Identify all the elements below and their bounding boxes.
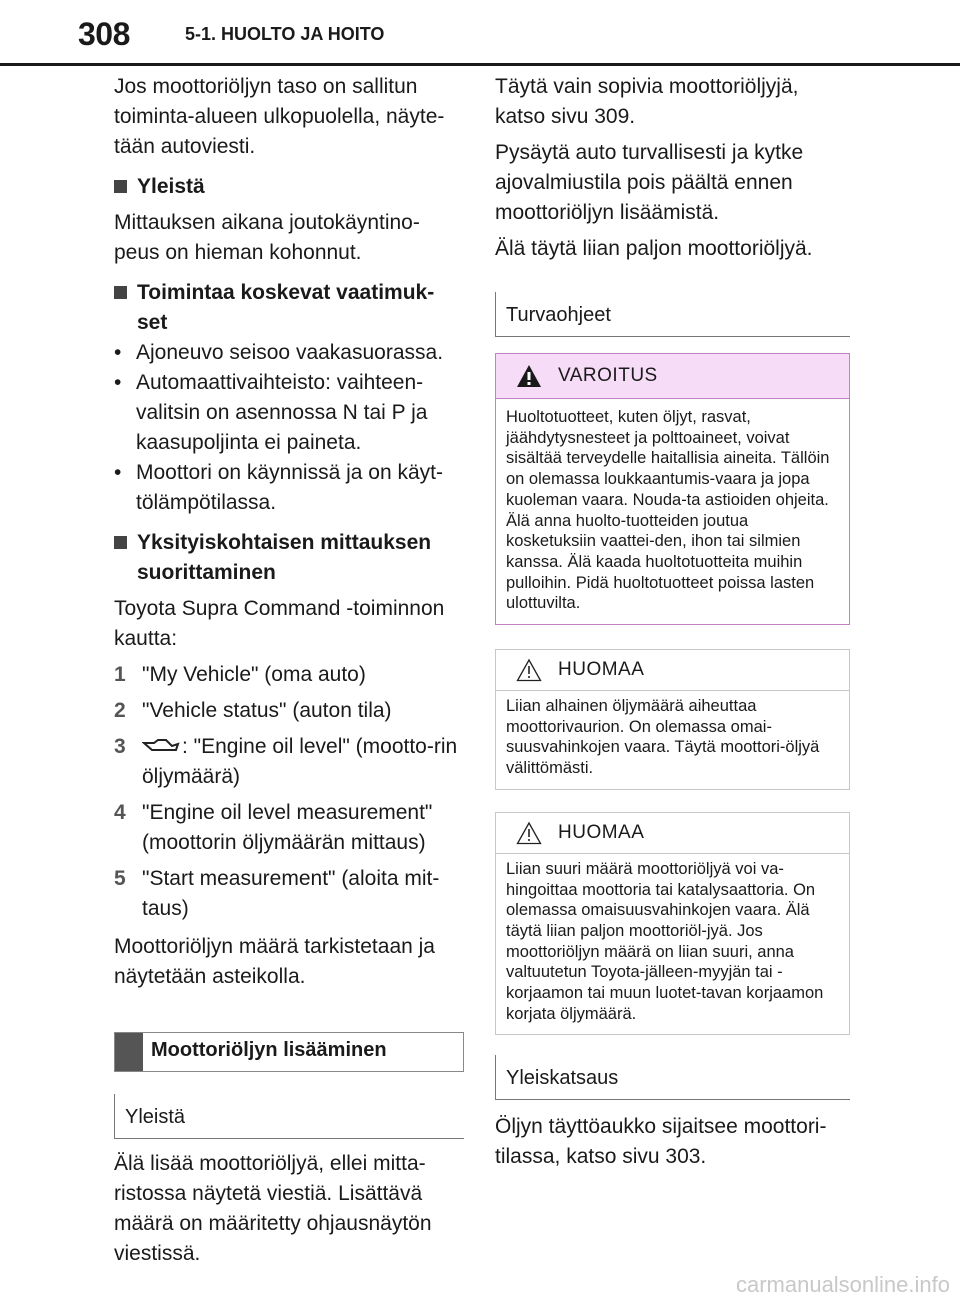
no-add-paragraph: Älä lisää moottoriöljyä, ellei mitta-ristossa näytetä viestiä. Lisättävä määrä on määritetty ohjausnäytön viestissä. (114, 1152, 432, 1265)
list-item: • Ajoneuvo seisoo vaakasuorassa. (114, 341, 444, 364)
caution-icon (516, 821, 542, 845)
page-number: 308 (78, 16, 130, 52)
list-item: • Automaattivaihteisto: vaihteen-valitsin on asennossa N tai P ja kaasupoljinta ei paineta. (114, 371, 428, 454)
section-title: 5-1. HUOLTO JA HOITO (185, 24, 385, 44)
warning-box (495, 353, 850, 625)
warning-text: Huoltotuotteet, kuten öljyt, rasvat, jäähdytysnesteet ja polttoaineet, voivat sisältää terveydelle haitallisia aineita. Tällöin on olemassa loukkaantumis-vaara ja jopa kuoleman vaara. Nouda-ta astioiden ohjeita. Älä anna huolto-tuotteiden joutua kosketuksiin vaattei-den, ihon tai silmien kanssa. Älä kaada huoltotuotteita muihin pulloihin. Pidä huoltotuotteet poissa lasten ulottuvilta. (506, 408, 830, 613)
step-item: 3 : "Engine oil level" (mootto-rin öljymäärä) (114, 735, 458, 788)
stop-paragraph: Pysäytä auto turvallisesti ja kytke ajovalmiustila pois päältä ennen moottoriöljyn lisäämistä. (495, 141, 804, 224)
heading-general: Yleistä (114, 172, 464, 202)
heading-requirements: Toimintaa koskevat vaatimuk-set (114, 278, 464, 338)
steps-list (114, 660, 464, 924)
caution-icon (516, 658, 542, 682)
overview-heading: Yleiskatsaus (495, 1055, 850, 1100)
safety-heading: Turvaohjeet (495, 292, 850, 337)
step-item: 4 "Engine oil level measurement" (moottorin öljymäärän mittaus) (114, 801, 433, 854)
right-column (495, 70, 850, 1172)
warning-header (496, 354, 849, 399)
overfill-paragraph: Älä täytä liian paljon moottoriöljyä. (495, 237, 813, 260)
watermark: carmanualsonline.info (735, 1272, 950, 1297)
square-bullet-icon (114, 180, 127, 193)
step-item: 2 "Vehicle status" (auton tila) (114, 699, 392, 722)
notice-header (496, 650, 849, 691)
list-item: • Moottori on käynnissä ja on käyt-tölämpötilassa. (114, 461, 443, 514)
notice-header (496, 813, 849, 854)
notice-box-1 (495, 649, 850, 790)
step-item: 1 "My Vehicle" (oma auto) (114, 663, 366, 686)
warning-icon (516, 364, 542, 388)
topic-heading: Moottoriöljyn lisääminen (114, 1032, 464, 1072)
notice-box-2 (495, 812, 850, 1036)
suitable-oil-paragraph: Täytä vain sopivia moottoriöljyjä, katso sivu 309. (495, 75, 799, 128)
step-item: 5 "Start measurement" (aloita mit-taus) (114, 867, 440, 920)
header-rule (0, 63, 960, 66)
subheading-general: Yleistä (114, 1094, 464, 1139)
overview-paragraph: Öljyn täyttöaukko sijaitsee moottori-tilassa, katso sivu 303. (495, 1115, 827, 1169)
oil-level-icon (142, 738, 182, 754)
square-bullet-icon (114, 536, 127, 549)
intro-paragraph: Jos moottoriöljyn taso on sallitun toiminta-alueen ulkopuolella, näyte-tään autoviesti. (114, 75, 445, 158)
checked-paragraph: Moottoriöljyn määrä tarkistetaan ja näytetään asteikolla. (114, 935, 435, 988)
warning-title: VAROITUS (558, 365, 658, 386)
heading-detailed: Yksityiskohtaisen mittauksen suorittaminen (114, 528, 464, 588)
notice-text: Liian suuri määrä moottoriöljyä voi va-hingoittaa moottoria tai katalysaattoria. On olemassa omaisuusvahinkojen vaara. Älä täytä liian paljon moottoriöl-jyä. Jos moottoriöljyn määrä on liian suuri, anna valtuutetun Toyota-jälleen-myyjän tai -korjaamon tai muun luotet-tavan korjaamon korjata öljymäärä. (506, 859, 824, 1023)
topic-bar (115, 1033, 143, 1071)
requirements-list (114, 338, 464, 518)
general-paragraph: Mittauksen aikana joutokäyntino-peus on hieman kohonnut. (114, 211, 420, 264)
left-column (114, 70, 464, 1269)
square-bullet-icon (114, 286, 127, 299)
via-paragraph: Toyota Supra Command -toiminnon kautta: (114, 597, 445, 650)
notice-text: Liian alhainen öljymäärä aiheuttaa moottorivaurion. On olemassa omai-suusvahinkojen vaara. Täytä moottori-öljyä välittömästi. (506, 697, 820, 778)
notice-title: HUOMAA (558, 659, 645, 681)
notice-title: HUOMAA (558, 821, 645, 843)
